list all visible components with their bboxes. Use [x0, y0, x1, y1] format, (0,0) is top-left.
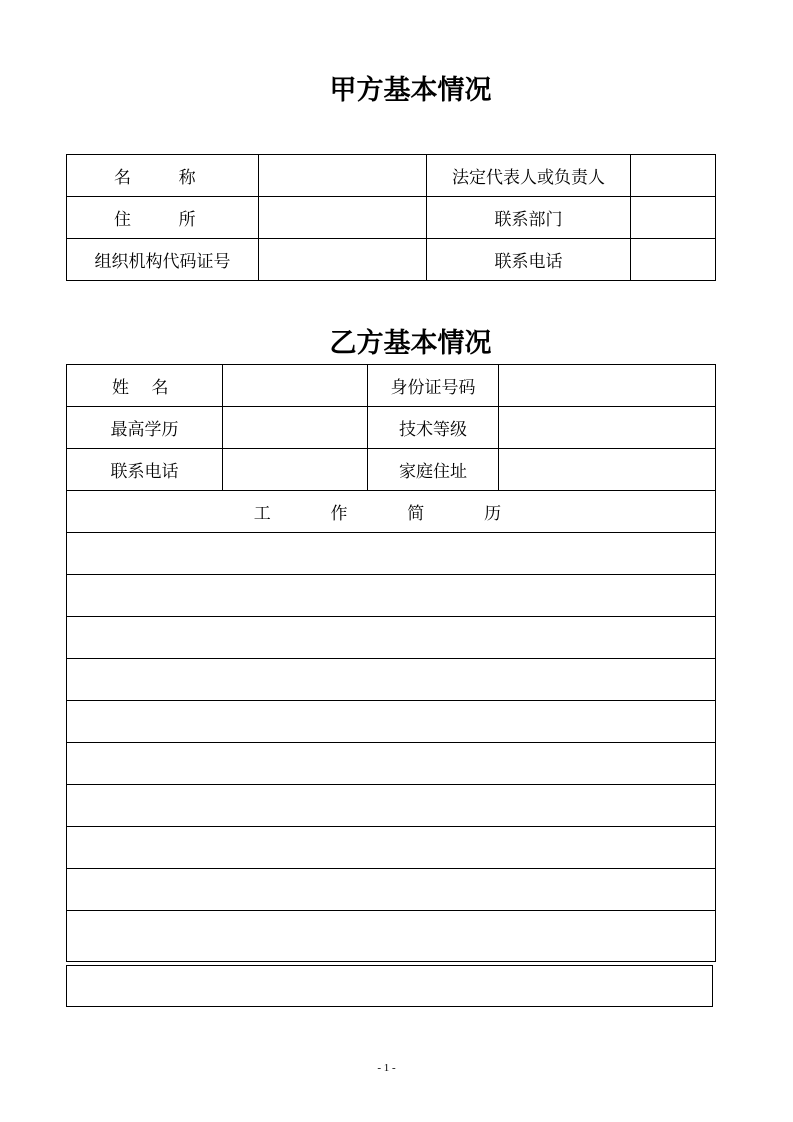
party-a-title: 甲方基本情况	[329, 75, 492, 106]
work-history-row	[67, 575, 716, 617]
party-b-row-education	[67, 407, 716, 449]
page-number: - 1 -	[377, 1062, 396, 1074]
party-a-name-field[interactable]	[259, 155, 427, 197]
party-a-row-address	[67, 197, 716, 239]
work-history-entry[interactable]	[67, 869, 716, 911]
party-b-id-number-field[interactable]	[499, 365, 716, 407]
work-history-row	[67, 743, 716, 785]
work-history-row	[67, 617, 716, 659]
party-b-education-label: 最高学历	[67, 407, 223, 449]
party-a-contact-phone-label: 联系电话	[427, 239, 631, 281]
party-b-row-contact	[67, 449, 716, 491]
party-b-education-field[interactable]	[223, 407, 368, 449]
party-a-address-field[interactable]	[259, 197, 427, 239]
party-a-contact-phone-field[interactable]	[631, 239, 716, 281]
work-history-row	[67, 911, 716, 962]
party-a-contact-dept-field[interactable]	[631, 197, 716, 239]
work-history-header: 工 作 简 历	[67, 491, 716, 533]
party-b-tech-level-field[interactable]	[499, 407, 716, 449]
work-history-row	[67, 533, 716, 575]
party-a-name-label: 名 称	[67, 155, 259, 197]
party-b-row-work-history-header	[67, 491, 716, 533]
party-b-contact-phone-label: 联系电话	[67, 449, 223, 491]
work-history-entry[interactable]	[67, 659, 716, 701]
party-b-tech-level-label: 技术等级	[368, 407, 499, 449]
party-a-org-code-field[interactable]	[259, 239, 427, 281]
work-history-entry[interactable]	[67, 743, 716, 785]
party-b-id-number-label: 身份证号码	[368, 365, 499, 407]
work-history-entry[interactable]	[67, 827, 716, 869]
work-history-entry[interactable]	[67, 701, 716, 743]
party-b-name-field[interactable]	[223, 365, 368, 407]
party-a-legal-rep-label: 法定代表人或负责人	[427, 155, 631, 197]
work-history-row	[67, 659, 716, 701]
party-b-home-address-field[interactable]	[499, 449, 716, 491]
party-b-contact-phone-field[interactable]	[223, 449, 368, 491]
party-b-home-address-label: 家庭住址	[368, 449, 499, 491]
party-a-org-code-label: 组织机构代码证号	[67, 239, 259, 281]
party-b-row-name	[67, 365, 716, 407]
work-history-entry[interactable]	[67, 785, 716, 827]
party-a-table	[66, 154, 716, 281]
party-b-title: 乙方基本情况	[329, 328, 492, 359]
work-history-row	[67, 827, 716, 869]
party-b-name-label: 姓 名	[67, 365, 223, 407]
party-a-legal-rep-field[interactable]	[631, 155, 716, 197]
work-history-entry[interactable]	[67, 533, 716, 575]
work-history-row	[67, 701, 716, 743]
work-history-row	[67, 785, 716, 827]
party-a-row-name	[67, 155, 716, 197]
extra-blank-row[interactable]	[66, 965, 713, 1007]
party-a-address-label: 住 所	[67, 197, 259, 239]
party-a-row-org-code	[67, 239, 716, 281]
party-b-table	[66, 364, 716, 962]
work-history-row	[67, 869, 716, 911]
party-a-contact-dept-label: 联系部门	[427, 197, 631, 239]
work-history-entry[interactable]	[67, 911, 716, 962]
work-history-entry[interactable]	[67, 617, 716, 659]
work-history-entry[interactable]	[67, 575, 716, 617]
